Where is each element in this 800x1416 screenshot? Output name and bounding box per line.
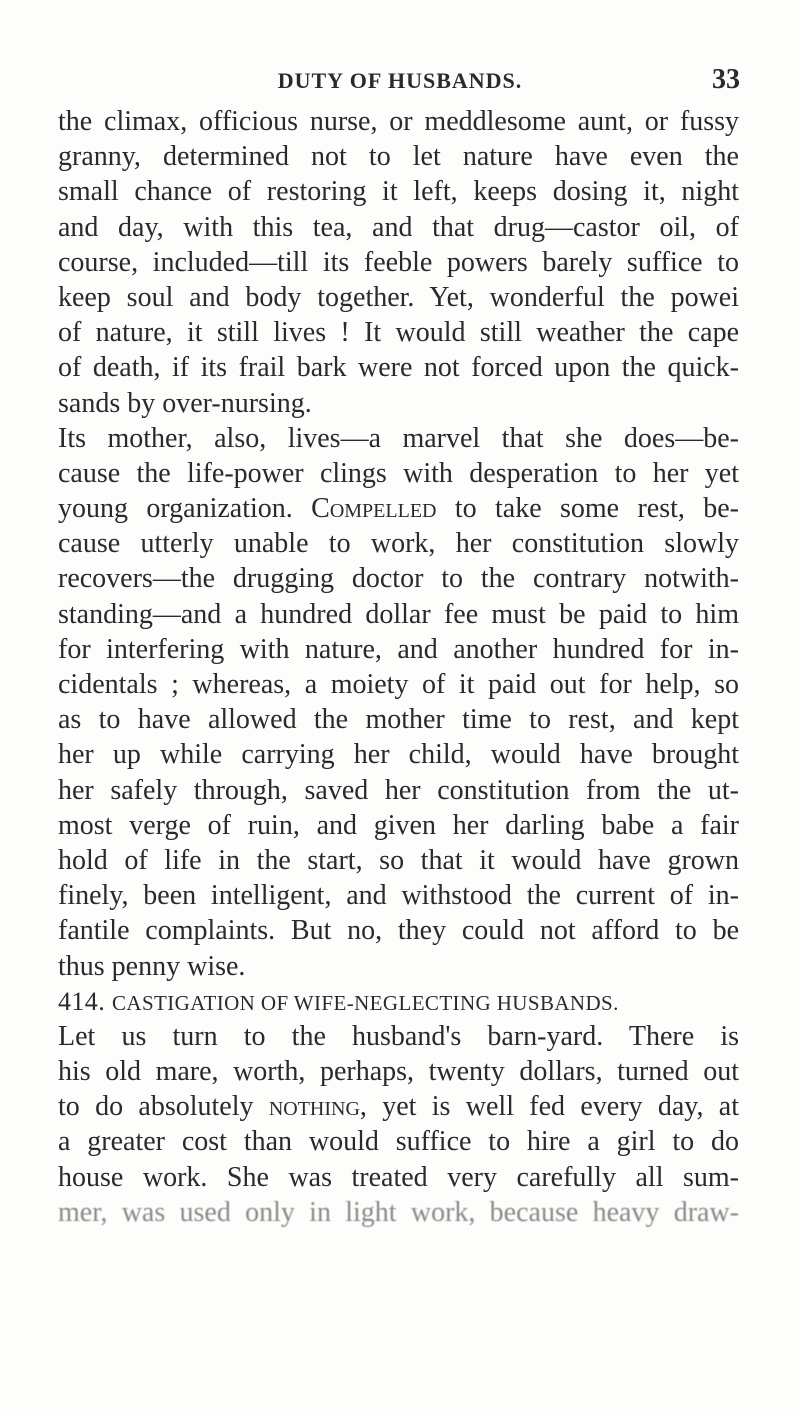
text-segment: young organization. (58, 493, 312, 525)
text-segment: recovers—the drugging doctor to the contrary notwith- (58, 563, 739, 595)
text-segment: cause the life-power clings with desperation to her yet (58, 457, 739, 489)
text-segment: CASTIGATION OF WIFE-NEGLECTING HUSBANDS. (112, 990, 619, 1015)
text-segment: of nature, it still lives ! It would still weather the cape (58, 317, 739, 349)
text-line (58, 280, 739, 315)
running-title: DUTY OF HUSBANDS. (277, 68, 523, 93)
text-line (58, 1089, 739, 1124)
text-line (58, 561, 739, 596)
text-segment: to take some rest, be- (436, 493, 739, 525)
text-segment: granny, determined not to let nature have even the (58, 141, 739, 173)
text-line (58, 526, 739, 561)
text-line (58, 139, 739, 174)
text-segment: finely, been intelligent, and withstood the current of in- (58, 880, 739, 912)
text-segment: Its mother, also, lives—a marvel that she does—be- (58, 422, 739, 454)
text-line (58, 632, 739, 667)
text-segment: of death, if its frail bark were not forced upon the quick- (58, 352, 739, 384)
text-line (58, 421, 739, 456)
text-segment: his old mare, worth, perhaps, twenty dollars, turned out (58, 1056, 739, 1088)
text-line (58, 1195, 739, 1230)
text-line (58, 315, 739, 350)
text-segment: course, included—till its feeble powers barely suffice to (58, 246, 739, 278)
text-segment: keep soul and body together. Yet, wonderful the powei (58, 281, 739, 313)
text-line (58, 773, 739, 808)
text-line (58, 913, 739, 948)
text-line (58, 702, 739, 737)
text-line (58, 1019, 739, 1054)
text-segment: as to have allowed the mother time to rest, and kept (58, 704, 739, 736)
text-line (58, 808, 739, 843)
text-line (58, 1160, 739, 1195)
text-segment: , yet is well fed every day, at (359, 1091, 739, 1123)
text-segment: Let us turn to the husband's barn-yard. There is (58, 1020, 739, 1052)
running-head (0, 62, 800, 102)
text-segment: hold of life in the start, so that it would have grown (58, 844, 739, 876)
text-line (58, 245, 739, 280)
text-line (58, 104, 739, 139)
text-line (58, 386, 739, 421)
text-line (58, 1124, 739, 1159)
text-line (58, 491, 739, 526)
section-number: 414. (58, 986, 112, 1016)
text-segment: to do absolutely (58, 1091, 269, 1123)
text-segment: thus penny wise. (58, 950, 246, 982)
small-caps-word: Compelled (311, 493, 437, 525)
text-segment: for interfering with nature, and another hundred for in- (58, 633, 739, 665)
text-line (58, 878, 739, 913)
text-segment: standing—and a hundred dollar fee must be paid to him (58, 598, 739, 630)
section-heading (58, 984, 739, 1019)
text-segment: mer, was used only in light work, because heavy draw- (58, 1196, 739, 1228)
text-line (58, 949, 739, 984)
text-segment: house work. She was treated very carefully all sum- (58, 1161, 739, 1193)
text-line (58, 456, 739, 491)
body-text (58, 104, 739, 1230)
text-segment: sands by over-nursing. (58, 387, 312, 419)
text-line (58, 737, 739, 772)
text-segment: cause utterly unable to work, her constitution slowly (58, 528, 739, 560)
text-segment: her up while carrying her child, would have brought (58, 739, 739, 771)
text-segment: fantile complaints. But no, they could not afford to be (58, 915, 739, 947)
text-segment: her safely through, saved her constitution from the ut- (58, 774, 739, 806)
text-segment: the climax, officious nurse, or meddlesome aunt, or fussy (58, 106, 739, 137)
text-line (58, 843, 739, 878)
text-line (58, 210, 739, 245)
text-line (58, 597, 739, 632)
text-segment: a greater cost than would suffice to hire a girl to do (58, 1126, 739, 1158)
text-segment: cidentals ; whereas, a moiety of it paid out for help, so (58, 669, 739, 700)
text-line (58, 667, 739, 702)
text-line (58, 174, 739, 209)
text-segment: and day, with this tea, and that drug—castor oil, of (58, 211, 739, 243)
text-segment: most verge of ruin, and given her darling babe a fair (58, 809, 739, 841)
text-line (58, 1054, 739, 1089)
text-line (58, 350, 739, 385)
text-segment: small chance of restoring it left, keeps dosing it, night (58, 176, 739, 208)
page-number: 33 (712, 64, 740, 95)
small-caps-word: nothing (268, 1091, 360, 1123)
